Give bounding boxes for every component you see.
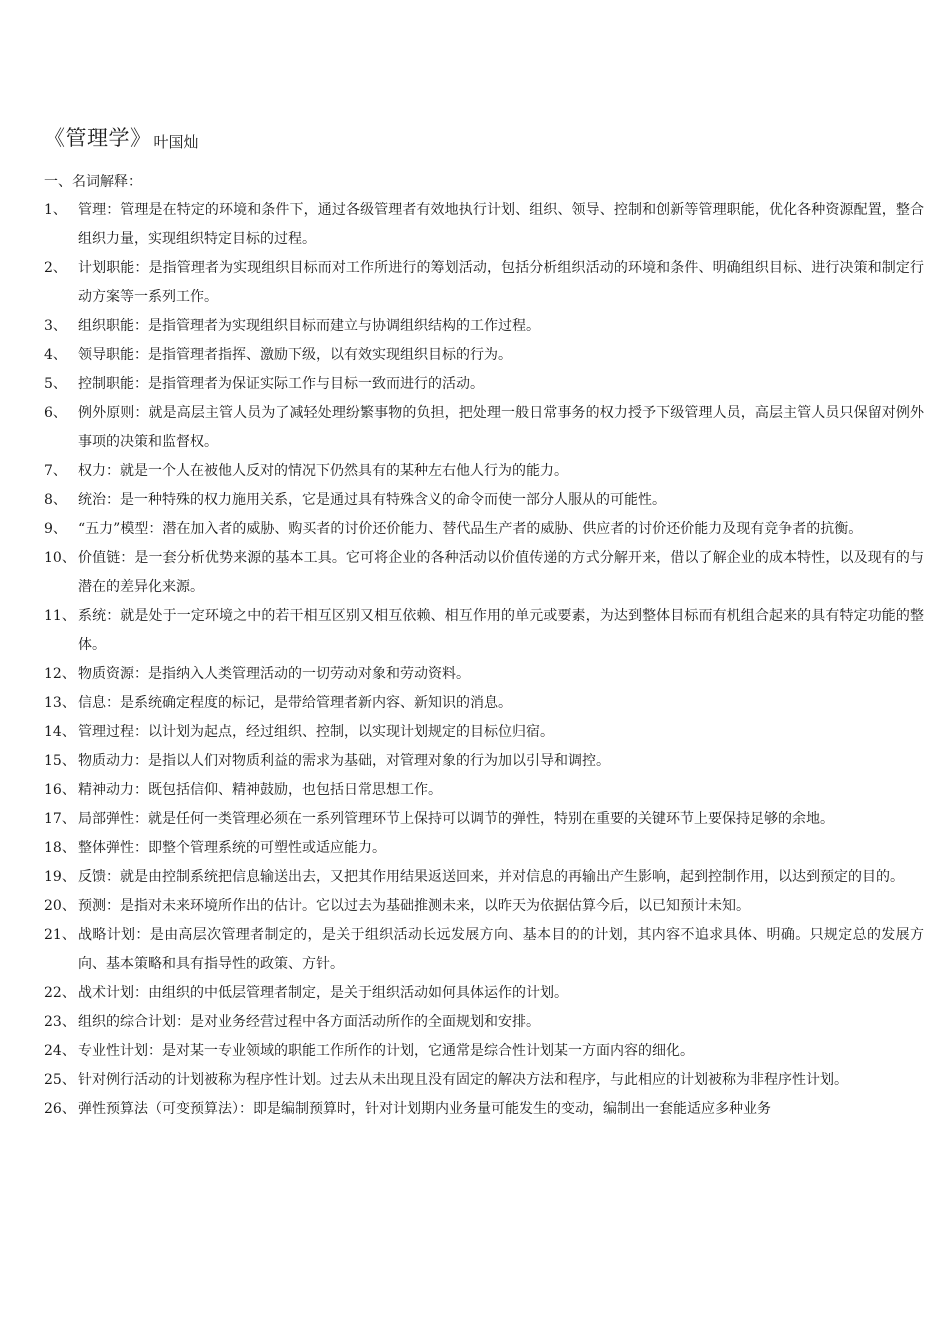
item-text: 预测：是指对未来环境所作出的估计。它以过去为基础推测未来，以昨天为依据估算今后，以已知预计未知。 xyxy=(78,898,750,914)
list-item xyxy=(44,892,924,921)
list-item xyxy=(44,1037,924,1066)
item-text: 组织职能：是指管理者为实现组织目标而建立与协调组织结构的工作过程。 xyxy=(78,318,540,334)
item-number: 5、 xyxy=(44,376,67,392)
item-text: 反馈：就是由控制系统把信息输送出去，又把其作用结果返送回来，并对信息的再输出产生影响，起到控制作用，以达到预定的目的。 xyxy=(78,869,904,885)
item-text: 系统：就是处于一定环境之中的若干相互区别又相互依赖、相互作用的单元或要素，为达到整体目标而有机组合起来的具有特定功能的整体。 xyxy=(78,608,924,653)
item-number: 22、 xyxy=(44,985,76,1001)
list-item xyxy=(44,834,924,863)
item-number: 25、 xyxy=(44,1072,76,1088)
list-item xyxy=(44,486,924,515)
item-text: 领导职能：是指管理者指挥、激励下级，以有效实现组织目标的行为。 xyxy=(78,347,512,363)
item-text: 信息：是系统确定程度的标记，是带给管理者新内容、新知识的消息。 xyxy=(78,695,512,711)
list-item xyxy=(44,341,924,370)
section-heading: 一、名词解释： xyxy=(44,174,142,190)
list-item xyxy=(44,1095,924,1124)
item-number: 18、 xyxy=(44,840,76,856)
item-text: 权力：就是一个人在被他人反对的情况下仍然具有的某种左右他人行为的能力。 xyxy=(78,463,568,479)
item-number: 8、 xyxy=(44,492,67,508)
item-number: 23、 xyxy=(44,1014,76,1030)
item-number: 9、 xyxy=(44,521,67,537)
list-item xyxy=(44,863,924,892)
list-item xyxy=(44,660,924,689)
list-item xyxy=(44,196,924,254)
item-text: 物质资源：是指纳入人类管理活动的一切劳动对象和劳动资料。 xyxy=(78,666,470,682)
item-text: 战略计划：是由高层次管理者制定的，是关于组织活动长远发展方向、基本目的的计划，其内容不追求具体、明确。只规定总的发展方向、基本策略和具有指导性的政策、方针。 xyxy=(78,927,924,972)
list-item xyxy=(44,805,924,834)
item-text: 局部弹性：就是任何一类管理必须在一系列管理环节上保持可以调节的弹性，特别在重要的关键环节上要保持足够的余地。 xyxy=(78,811,834,827)
list-item xyxy=(44,747,924,776)
list-item xyxy=(44,370,924,399)
item-text: 针对例行活动的计划被称为程序性计划。过去从未出现且没有固定的解决方法和程序，与此相应的计划被称为非程序性计划。 xyxy=(78,1072,848,1088)
item-text: 例外原则：就是高层主管人员为了减轻处理纷繁事物的负担，把处理一般日常事务的权力授予下级管理人员，高层主管人员只保留对例外事项的决策和监督权。 xyxy=(78,405,924,450)
list-item xyxy=(44,544,924,602)
item-number: 16、 xyxy=(44,782,76,798)
item-number: 14、 xyxy=(44,724,76,740)
item-number: 24、 xyxy=(44,1043,76,1059)
list-item xyxy=(44,718,924,747)
list-item xyxy=(44,457,924,486)
list-item xyxy=(44,515,924,544)
list-item xyxy=(44,979,924,1008)
item-number: 1、 xyxy=(44,202,67,218)
item-number: 4、 xyxy=(44,347,67,363)
list-item xyxy=(44,1008,924,1037)
item-number: 21、 xyxy=(44,927,76,943)
item-number: 17、 xyxy=(44,811,76,827)
list-item xyxy=(44,1066,924,1095)
item-number: 7、 xyxy=(44,463,67,479)
item-text: 控制职能：是指管理者为保证实际工作与目标一致而进行的活动。 xyxy=(78,376,484,392)
item-text: “五力”模型：潜在加入者的威胁、购买者的讨价还价能力、替代品生产者的威胁、供应者的讨价还价能力及现有竞争者的抗衡。 xyxy=(78,521,863,537)
list-item xyxy=(44,689,924,718)
list-item xyxy=(44,776,924,805)
definition-list xyxy=(44,196,924,1124)
item-number: 15、 xyxy=(44,753,76,769)
item-text: 价值链：是一套分析优势来源的基本工具。它可将企业的各种活动以价值传递的方式分解开来，借以了解企业的成本特性，以及现有的与潜在的差异化来源。 xyxy=(78,550,924,595)
list-item xyxy=(44,602,924,660)
item-text: 统治：是一种特殊的权力施用关系，它是通过具有特殊含义的命令而使一部分人服从的可能性。 xyxy=(78,492,666,508)
item-number: 2、 xyxy=(44,260,67,276)
item-text: 专业性计划：是对某一专业领域的职能工作所作的计划，它通常是综合性计划某一方面内容的细化。 xyxy=(78,1043,694,1059)
item-text: 物质动力：是指以人们对物质利益的需求为基础，对管理对象的行为加以引导和调控。 xyxy=(78,753,610,769)
item-text: 整体弹性：即整个管理系统的可塑性或适应能力。 xyxy=(78,840,386,856)
list-item xyxy=(44,312,924,341)
item-number: 11、 xyxy=(44,608,76,624)
item-text: 战术计划：由组织的中低层管理者制定，是关于组织活动如何具体运作的计划。 xyxy=(78,985,568,1001)
item-text: 弹性预算法（可变预算法）：即是编制预算时，针对计划期内业务量可能发生的变动，编制出一套能适应多种业务 xyxy=(78,1101,771,1117)
title-row xyxy=(44,122,199,152)
item-number: 6、 xyxy=(44,405,67,421)
item-number: 10、 xyxy=(44,550,76,566)
item-number: 26、 xyxy=(44,1101,76,1117)
document-author: 叶国灿 xyxy=(153,133,199,151)
item-text: 管理过程：以计划为起点，经过组织、控制，以实现计划规定的目标位归宿。 xyxy=(78,724,554,740)
item-number: 13、 xyxy=(44,695,76,711)
item-text: 精神动力：既包括信仰、精神鼓励，也包括日常思想工作。 xyxy=(78,782,442,798)
item-text: 管理：管理是在特定的环境和条件下，通过各级管理者有效地执行计划、组织、领导、控制和创新等管理职能，优化各种资源配置，整合组织力量，实现组织特定目标的过程。 xyxy=(78,202,924,247)
item-number: 19、 xyxy=(44,869,76,885)
list-item xyxy=(44,254,924,312)
item-number: 20、 xyxy=(44,898,76,914)
list-item xyxy=(44,399,924,457)
item-text: 计划职能：是指管理者为实现组织目标而对工作所进行的筹划活动，包括分析组织活动的环境和条件、明确组织目标、进行决策和制定行动方案等一系列工作。 xyxy=(78,260,924,305)
document-title: 《管理学》 xyxy=(44,126,152,150)
item-number: 3、 xyxy=(44,318,67,334)
list-item xyxy=(44,921,924,979)
item-text: 组织的综合计划：是对业务经营过程中各方面活动所作的全面规划和安排。 xyxy=(78,1014,540,1030)
item-number: 12、 xyxy=(44,666,76,682)
